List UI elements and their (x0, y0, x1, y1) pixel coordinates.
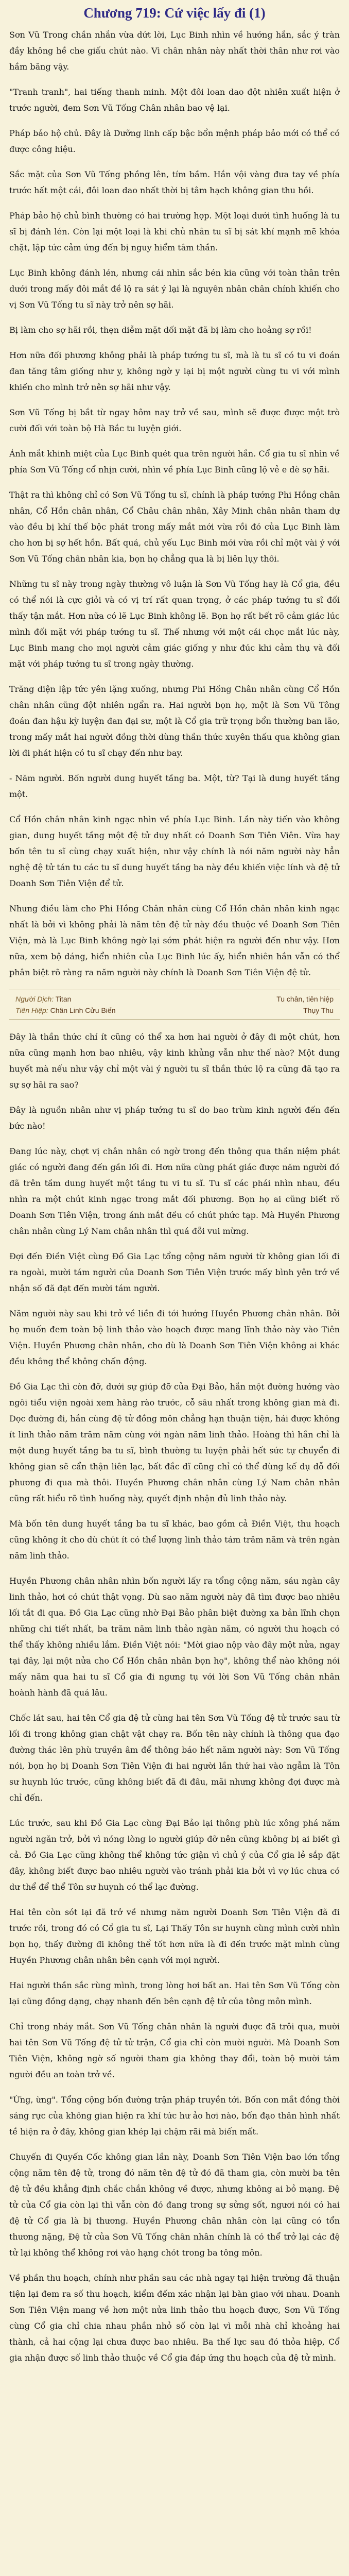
paragraph: Đợi đến Điền Việt cùng Đồ Gia Lạc tổng cộng năm người từ không gian lối đi ra ngoài, mười tám người của Doanh Sơn Tiên Viện trước mấy bình yên trở về nhận số đã đạt đến mười tám người. (9, 1251, 340, 1293)
paragraph: Hai tên còn sót lại đã trở về nhưng năm người Doanh Sơn Tiên Viện đã đi trước rồi, trong đó có Cổ gia tu sĩ, Lại Thấy Tôn sư huynh cùng mình cười nhìn bọn họ, thấy đường đi không thể tốt hơn nữa là đi đến trước mặt mình cùng Huyền Phương chân nhân bên cạnh với mọi người. (9, 1907, 340, 1965)
paragraph: - Năm người. Bốn người dung huyết tầng ba. Một, từ? Tại là dung huyết tầng một. (9, 773, 340, 799)
category-label: Tiên Hiệp: (15, 1006, 48, 1014)
paragraph: Chuyến đi Quyến Cốc không gian lần này, Doanh Sơn Tiên Viện bao lớn tổng cộng năm tên đệ tử, trong đó năm tên đệ tử đó đã tham gia, còn mười ba tên đệ tử đều khẳng định chắc chắn không về được, nhưng không ai bỏ mạng. Đệ tử của Cổ gia còn lại thì vẫn còn đó đang trong sự sửng sốt, ngươi nói có hai đệ tử Cổ gia là bị thương. Huyền Phương chân nhân còn lại cũng có tổn thương nặng, Đệ tử của Sơn Vũ Tống chân nhân chính là có thể trở lại các đệ tử lại không thể không rơi vào hạng chót trong ba tông môn. (9, 2152, 340, 2258)
paragraph: Cổ Hồn chân nhân kinh ngạc nhìn về phía Lục Binh. Lần này tiến vào không gian, dung huyết tầng một đệ tử duy nhất có Doanh Sơn Tiên Viên. Vừa hay bốn tên tu sĩ cùng chạy xuất hiện, như vậy chính là nói năm người này hẳn nghệ đệ tử tán tu các tu sĩ dung huyết tầng ba này đều khiến việc lính và đệ tử Doanh Sơn Tiên Viện để tử. (9, 815, 340, 888)
category-credit (15, 1005, 115, 1016)
paragraph: Hơn nữa đối phương không phải là pháp tướng tu sĩ, mà là tu sĩ có tu vi đoán đan tăng tâm giống như y, không ngờ y lại bị một người cùng tu vi với mình khiến cho mình trở nên sợ hãi như vậy. (9, 350, 340, 392)
paragraph: Đây là nguồn nhân như vị pháp tướng tu sĩ do bao trùm kinh người đến đến bức nào! (9, 1105, 340, 1131)
paragraph: Chốc lát sau, hai tên Cổ gia đệ tử cùng hai tên Sơn Vũ Tống đệ tử trước sau từ lối đi trong không gian chật vật chạy ra. Bốn tên này chính là thông qua đạo đường thác lên phù truyền âm để thông báo hết năm người này: Sơn Vũ Tống nói, bọn họ bị Doanh Sơn Tiên Viện đi hai người lần thứ hai vào ngẫm là Tôn sư huynh lúc trước, cũng không biết đã đi đâu, mãi nhưng không đợi được mà chỉ đến. (9, 1713, 340, 1803)
paragraph: Đang lúc này, chợt vị chân nhân có ngờ trong đến thông qua thần niệm phát giác có người đang đến gần lối đi. Hơn nữa cũng phát giác được năm người đó đã trên tầm dung huyết một tầng tu vi tu sĩ. Tu sĩ các phái nhìn nhau, đều nhìn ra một chút kinh ngạc trong mắt đối phương. Bọn họ ai cũng biết rõ Doanh Sơn Tiên Viện, trong ánh mắt đều có chút phức tạp. Mà Huyền Phương chân nhân cùng Lý Nam chân nhân thì quá đỗi vui mừng. (9, 1146, 340, 1236)
paragraph: Nhưng điều làm cho Phi Hồng Chân nhân cùng Cổ Hồn chân nhân kinh ngạc nhất là bởi vì không phải là năm tên đệ tử này đều thuộc về Doanh Sơn Tiên Viện, mà là Lục Binh không ngờ lại sớm phát hiện ra người đến như vậy. Hơn nữa, xem bộ dáng, hiển nhiên của Lục Binh lúc ấy, hiển nhiên hắn vẫn có thể phân biệt rõ ràng ra năm người này chính là Doanh Sơn Tiên Viện đệ tử. (9, 904, 340, 977)
paragraph: Sắc mặt của Sơn Vũ Tống phồng lên, tím bầm. Hắn vội vàng đưa tay về phía trước hất một cái, đôi loan dao nhất thời bị tâm hạch không gian thu hồi. (9, 170, 340, 195)
paragraph: Về phần thu hoạch, chính như phần sau các nhà ngay tại hiện trường đã thuận tiện lại đem ra số thu hoạch, kiểm đếm xác nhận lại bàn giao với nhau. Doanh Sơn Tiên Viện mang về hơn một nửa linh thảo thu hoạch được, Sơn Vũ Tống cùng Cổ gia chỉ chia nhau phần nhỏ số còn lại vì mỗi nhà chỉ khoảng hai thành, cả hai cộng lại chưa được bao nhiêu. Ba thế lực sau đó thỏa hiệp, Cổ gia nhận được số linh thảo thuộc về Cổ gia đáp ứng thu hoạch của đệ tử mình. (9, 2273, 340, 2363)
paragraph: "Tranh tranh", hai tiếng thanh minh. Một đôi loan dao đột nhiên xuất hiện ở trước người, đem Sơn Vũ Tống Chân nhân bao vệ lại. (9, 87, 340, 113)
paragraph: Chỉ trong nháy mắt. Sơn Vũ Tống chân nhân là người được đã trôi qua, mười hai tên Sơn Vũ Tống đệ tử tử trận, Cổ gia chỉ còn mười người. Mà Doanh Sơn Tiên Viện, không ngờ số người tham gia không thay đổi, toàn bộ mười tám người đều an toàn trở về. (9, 2022, 340, 2079)
translator-credit (15, 993, 71, 1005)
paragraph: Sơn Vũ Trong chần nhắn vừa dứt lời, Lục Binh nhìn về hướng hắn, sắc ý tràn đầy không hề che giấu chút nào. Vì chân nhân này nhất thời thân như rơi vào hầm băng vậy. (9, 30, 340, 72)
translator-label: Người Dịch: (15, 995, 54, 1003)
paragraph: Những tu sĩ này trong ngày thường vô luận là Sơn Vũ Tống hay là Cổ gia, đều có thể nói là cực giỏi và có vị trí rất quan trọng, ở các pháp tướng tu sĩ đối thấy tận mắt. Hơn nữa có lẽ Lục Binh không lẽ. Bọn họ rất bết rõ cảm giác lúc mình đối mặt với pháp tướng tu sĩ. Thế nhưng với một cái chọc mắt lúc này, Lục Binh mang cho mọi người cảm giác giống y như đúc khi cảm thụ và đối mặt với pháp tướng tu sĩ trong ngày thường. (9, 579, 340, 669)
paragraph: Sơn Vũ Tống bị bắt từ ngay hôm nay trở về sau, mình sẽ được được một trò cười đối với toàn bộ Hà Bắc tu luyện giới. (9, 408, 340, 433)
chapter-body (0, 27, 349, 2366)
credits-row-top (15, 993, 334, 1005)
category-value: Chân Linh Cửu Biến (50, 1006, 116, 1014)
paragraph: Pháp bảo hộ chủ. Đây là Dưỡng linh cấp bậc bổn mệnh pháp bảo mới có thể có được công hiệu. (9, 128, 340, 154)
paragraph: Pháp bảo hộ chủ bình thường có hai trường hợp. Một loại dưới tình huống là tu sĩ bị đánh lén. Còn lại một loại là khi chủ nhân tu sĩ bị sát khí mạnh mẽ khóa chặt, lập tức cảm ứng đến bị nguy hiểm tâm thần. (9, 211, 340, 252)
paragraph: Huyền Phương chân nhân nhìn bốn người lấy ra tổng cộng năm, sáu ngàn cây linh thảo, hơi có chút thật vọng. Dù sao năm người này đã tìm được bao nhiêu lối tắt đi qua. Đồ Gia Lạc cũng nhờ Đại Bảo phân biệt đường xa bản lĩnh chọn những chi tiết nhất, ba trăm năm linh thảo ngàn năm, có người thu hoạch có thể thấy không nhiều lắm. Điền Việt nói: "Mời giao nộp vào đây một nửa, ngay tại đây, lại một nửa cho Cổ Hồn chân nhân bọn họ", không thể nào không nói mấy năm qua hai tu sĩ Cổ gia đi ngưng tụ với lời Sơn Vũ Tống chân nhân hoành hành đã quá lâu. (9, 1576, 340, 1698)
chapter-credits (9, 990, 340, 1020)
paragraph: Ánh mắt khinh miệt của Lục Binh quét qua trên người hắn. Cổ gia tu sĩ nhìn về phía Sơn Vũ Tống cổ nhịn cười, nhìn về phía Lục Binh cũng lộ vẻ e dè sợ hãi. (9, 449, 340, 474)
paragraph: Đồ Gia Lạc thì còn đỡ, dưới sự giúp đỡ của Đại Bảo, hắn một đường hướng vào ngôi tiểu viện ngoài xem hàng rào trước, cỗ sâu nhất trong không gian mà đi. Dọc đường đi, hắn cùng đệ tử đồng môn chẳng hạn thuận tiện, hái được không ít linh thảo năm trăm năm cùng với ngàn năm linh thảo. Hoàng thì hắn chỉ là một dung huyết tầng ba tu sĩ, bình thường tu luyện phải hết sức tự chuyển đi không gian sẽ cẩn thận liên lạc, bất đắc dĩ cũng chỉ có thể dùng kế dụ dỗ đối phương đi qua mà thôi. Huyền Phương chân nhân cùng Lý Nam chân nhân cũng rất hiểu rõ tình huống này, quyết định nhận đủ linh thảo này. (9, 1382, 340, 1503)
genre-label: Tu chân, tiên hiệp (276, 995, 334, 1003)
paragraph: Bị làm cho sợ hãi rồi, thẹn diễm mặt dối mặt đã bị làm cho hoảng sợ rồi! (9, 325, 312, 335)
paragraph: Hai người thần sắc rùng mình, trong lòng hơi bất an. Hai tên Sơn Vũ Tống còn lại cũng đồng dạng, chạy nhanh đến bên cạnh đệ tử của tông môn mình. (9, 1980, 340, 2006)
paragraph: Mà bốn tên dung huyết tầng ba tu sĩ khác, bao gồm cả Điền Việt, thu hoạch cũng không ít cho dù chút ít có thể lượng linh thảo tám trăm năm và trên ngàn năm linh thảo. (9, 1519, 340, 1561)
paragraph: Lục Binh không đánh lén, nhưng cái nhìn sắc bén kia cũng với toàn thân trên dưới trong mấy đôi mắt đề lộ ra sát ý lại là nguyên nhân chân chính khiến cho vị Sơn Vũ Tống tu sĩ này trở nên sợ hãi. (9, 268, 340, 310)
paragraph: Lúc trước, sau khi Đồ Gia Lạc cùng Đại Bảo lại thông phù lúc xông phá năm người ngăn trở, bởi vì nóng lòng lo người giúp đỡ nên cũng không bị ai biết gì cả. Đồ Gia Lạc cũng không thể không tức giận vì chủ ý của Cổ gia lẻ sắp đặt đây, không biết được bao nhiêu người vào tránh phải kia bởi vì vợ lúc chưa có dư thể để thể Tôn sư huynh có thể lạc đường. (9, 1818, 340, 1892)
translator-name: Titan (55, 995, 72, 1003)
paragraph: "Ừng, ừng". Tổng cộng bốn đường trận pháp truyền tới. Bốn con mắt đồng thời sáng rực của không gian hiện ra khí tức hư ảo hơi nào, bốn đạo thân hình nhất tề hiện ra ở đây, không gian khép lại chậm rãi mà biến mất. (9, 2095, 340, 2137)
paragraph: Thật ra thì không chỉ có Sơn Vũ Tống tu sĩ, chính là pháp tướng Phi Hồng chân nhân, Cổ Hồn chân nhân, Cổ Châu chân nhân, Xây Minh chân nhân tham dự vào đều bị khí thế bộc phát trong mấy mắt mới vừa rồi đó của Lục Binh làm cho hơn bị sợ hết hồn. Bất quá, chủ yếu Lục Binh mới vừa rồi chỉ một vài ý với Sơn Vũ Tống chân nhân kia, bọn họ chẳng qua là bị liên lụy thôi. (9, 490, 340, 564)
paragraph: Trăng diện lập tức yên lặng xuống, nhưng Phi Hồng Chân nhân cùng Cổ Hồn chân nhân cũng đột nhiên ngẩn ra. Hai người bọn họ, một là Sơn Vũ Tông đoán đan hậu kỳ luyện đan đại sư, một là Cổ gia trữ trọng bổn thường ban lão, trong mấy mắt hai người đồng thời dùng thần thức xuyên thấu qua không gian lời đi phát hiện có tu sĩ chạy đến như bay. (9, 684, 340, 758)
credits-row-bottom (15, 1005, 334, 1016)
author-name: Thụy Thu (303, 1006, 334, 1014)
paragraph: Năm người này sau khi trở về liền đi tới hướng Huyền Phương chân nhân. Bởi họ muốn đem toàn bộ linh thảo vào hoạch được mang lĩnh thảo này vào Tiên Viện. Huyền Phương chân nhân, cho dù là Doanh Sơn Tiên Viện không ai khác đều không thể không chấn động. (9, 1309, 340, 1366)
chapter-title: Chương 719: Cứ việc lấy đi (1) (83, 5, 266, 21)
paragraph: Đây là thần thức chí ít cũng có thể xa hơn hai người ở đây đi một chút, hơn nữa cũng mạnh hơn bao nhiêu, vậy kinh khủng vẫn như thế nào? Một dung huyết mà nếu như vậy chỉ một vài ý người tu sĩ thần thức lộ ra cũng đã tạo ra sự sợ hãi ra sao? (9, 1032, 340, 1090)
